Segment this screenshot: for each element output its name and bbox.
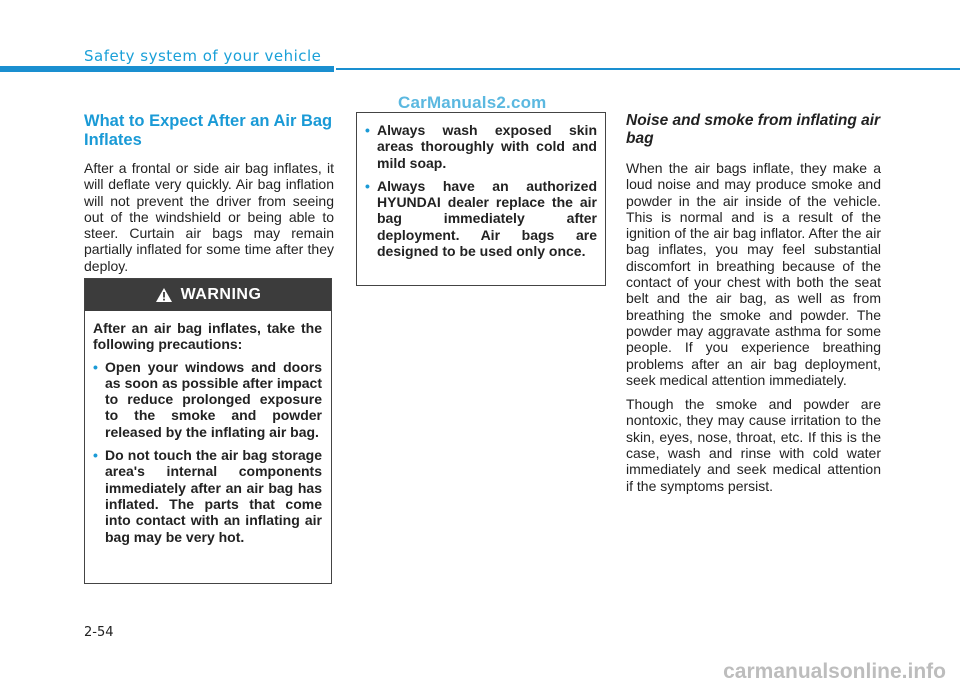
warning-header (85, 279, 331, 311)
bullet-dot: • (365, 122, 370, 138)
list-item: • Always wash exposed skin areas thoroughly with cold and mild soap. (365, 122, 597, 171)
warning-list (93, 359, 322, 545)
list-item: • Always have an authorized HYUNDAI dealer replace the air bag immediately after deployment. Air bags are designed to be used only once. (365, 177, 597, 260)
column-right (626, 112, 881, 502)
page-number: 2-54 (84, 625, 114, 640)
section-title: Safety system of your vehicle (84, 47, 322, 65)
warning-triangle-icon (155, 287, 173, 303)
warning-body (85, 311, 331, 545)
continuation-list (365, 122, 597, 259)
paragraph: Though the smoke and powder are nontoxic, they may cause irritation to the skin, eyes, nose, throat, etc. If this is the case, wash and rinse with cold water immediately and seek medical attention if the symptoms persist. (626, 396, 881, 494)
bullet-dot: • (365, 177, 370, 194)
list-item: • Do not touch the air bag storage area's internal components immediately after an air bag has inflated. The parts that come into contact with an inflating air bag may be very hot. (93, 447, 322, 545)
warning-continuation-box (356, 112, 606, 286)
paragraph: When the air bags inflate, they make a loud noise and may produce smoke and powder in the air inside of the vehicle. This is normal and is a result of the ignition of the air bag inflator. After the air bag inflates, you may feel substantial discomfort in breathing because of the contact of your chest with both the seat belt and the air bag, as well as from breathing the smoke and powder. The powder may aggravate asthma for some people. If you experience breathing problems after an air bag deployment, seek medical attention immediately. (626, 160, 881, 388)
warning-box (84, 278, 332, 584)
watermark-top: CarManuals2.com (398, 93, 547, 112)
warning-label: WARNING (180, 286, 262, 303)
bullet-dot: • (93, 358, 98, 375)
list-item: • Open your windows and doors as soon as possible after impact to reduce prolonged exposure to the smoke and powder released by the inflating air bag. (93, 358, 322, 440)
intro-paragraph: After a frontal or side air bag inflates, it will deflate very quickly. Air bag inflation will not prevent the driver from seeing out of the windshield or being able to steer. Curtain air bags may remain partially inflated for some time after they deploy. (84, 160, 334, 274)
header-rule (336, 68, 960, 70)
noise-smoke-heading: Noise and smoke from inflating air bag (626, 112, 881, 147)
watermark-bottom: carmanualsonline.info (723, 660, 946, 683)
column-left (84, 112, 334, 282)
section-heading: What to Expect After an Air Bag Inflates (84, 112, 333, 149)
warning-intro: After an air bag inflates, take the following precautions: (93, 320, 322, 353)
header-bar (0, 66, 334, 72)
bullet-dot: • (93, 447, 98, 464)
